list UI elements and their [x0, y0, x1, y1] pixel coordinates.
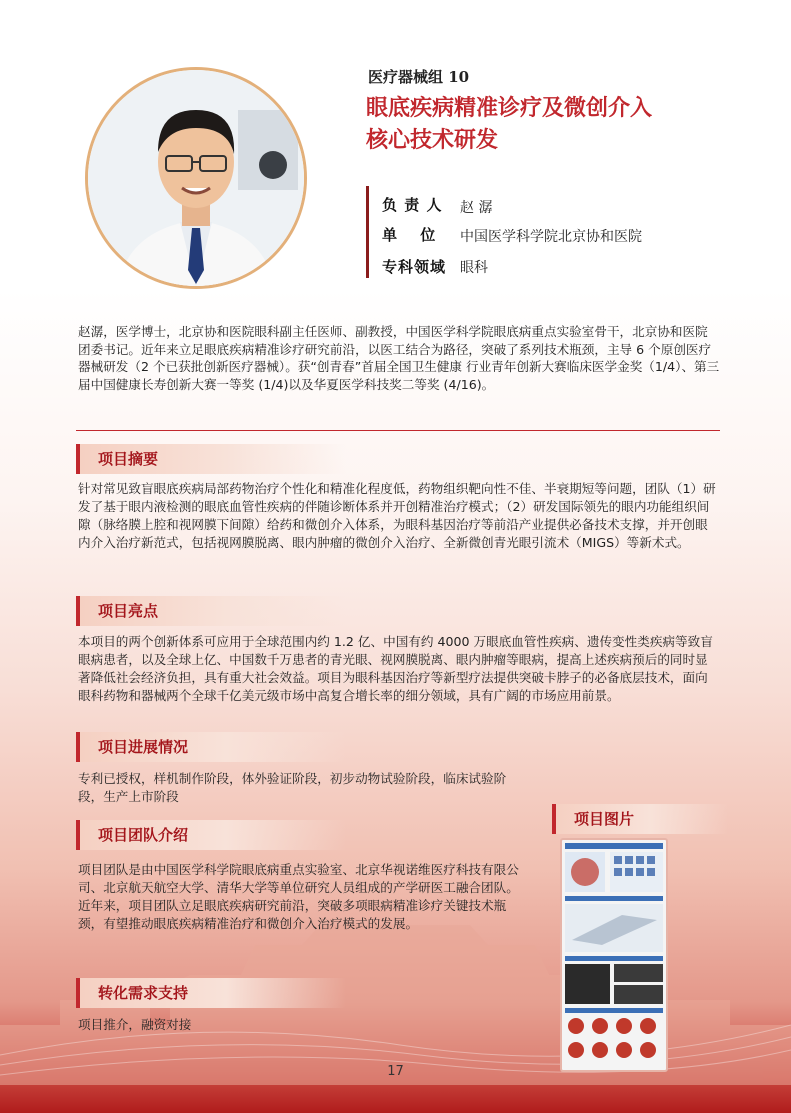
- section-text-progress: 专利已授权，样机制作阶段，体外验证阶段，初步动物试验阶段，临床试验阶段，生产上市阶段: [78, 771, 507, 804]
- project-title-line2: 核心技术研发: [366, 127, 499, 153]
- info-accent-bar: [366, 186, 369, 278]
- portrait-photo: [85, 67, 307, 289]
- section-heading-abstract: 项目摘要: [76, 444, 346, 474]
- section-text-team: 项目团队是由中国医学科学院眼底病重点实验室、北京华视诺维医疗科技有限公司、北京航天航空大学、清华大学等单位研究人员组成的产学研医工融合团队。近年来，项目团队立足眼底疾病研究前沿，突破多项眼病精准诊疗关键技术瓶颈，有望推动眼底疾病精准治疗和微创介入治疗模式的发展。: [78, 862, 519, 931]
- section-heading-needs: 转化需求支持: [76, 978, 346, 1008]
- field-value: 眼科: [460, 260, 488, 276]
- section-heading-team: 项目团队介绍: [76, 820, 346, 850]
- unit-value: 中国医学科学院北京协和医院: [460, 229, 642, 245]
- page-number: 17: [387, 1064, 404, 1079]
- unit-label: 单 位: [382, 226, 437, 244]
- section-text-abstract: 针对常见致盲眼底疾病局部药物治疗个性化和精准化程度低，药物组织靶向性不佳、半衰期短等问题，团队（1）研发了基于眼内液检测的眼底血管性疾病的伴随诊断体系并开创精准治疗模式；（2）研发国际领先的眼内功能组织间隙（脉络膜上腔和视网膜下间隙）给药和微创介入体系，为眼科基因治疗等前沿产业提供必备技术支撑，并开创眼内介入治疗新范式，包括视网膜脱离、眼内肿瘤的微创介入治疗、全新微创青光眼引流术（MIGS）等新术式。: [78, 481, 716, 550]
- section-heading-progress: 项目进展情况: [76, 732, 346, 762]
- section-text-needs: 项目推介，融资对接: [78, 1017, 192, 1032]
- project-figure: [560, 838, 668, 1072]
- leader-label: 负 责 人: [382, 196, 443, 214]
- section-heading-images: 项目图片: [552, 804, 728, 834]
- field-label: 专科领域: [382, 258, 447, 276]
- group-label: 医疗器械组 10: [368, 68, 470, 86]
- leader-value: 赵 潺: [460, 200, 493, 216]
- section-text-highlights: 本项目的两个创新体系可应用于全球范围内约 1.2 亿、中国有约 4000 万眼底血管性疾病、遗传变性类疾病等致盲眼病患者，以及全球上亿、中国数千万患者的青光眼、视网膜脱离、眼内肿瘤等眼病，提高上述疾病预后的同时显著降低社会经济负担，具有重大社会效益。项目为眼科基因治疗等新型疗法提供突破卡脖子的必备底层技术，面向眼科药物和器械两个全球千亿美元级市场中高复合增长率的细分领域，具有广阔的市场应用前景。: [78, 634, 713, 703]
- leader-bio: 赵潺，医学博士，北京协和医院眼科副主任医师、副教授，中国医学科学院眼底病重点实验室骨干，北京协和医院团委书记。近年来立足眼底疾病精准诊疗研究前沿，以医工结合为路径，突破了系列技术瓶颈，主导 6 个原创医疗器械研发（2 个已获批创新医疗器械）。获“创青春”首届全国卫生健康 行业青年创新大赛临床医学金奖（1/4）、第三届中国健康长寿创新大赛一等奖 (1/4)以及华夏医学科技奖二等奖 (4/16)。: [78, 324, 720, 392]
- section-heading-highlights: 项目亮点: [76, 596, 346, 626]
- section-divider: [76, 430, 720, 431]
- project-title-line1: 眼底疾病精准诊疗及微创介入: [366, 95, 653, 121]
- project-title: [366, 92, 726, 156]
